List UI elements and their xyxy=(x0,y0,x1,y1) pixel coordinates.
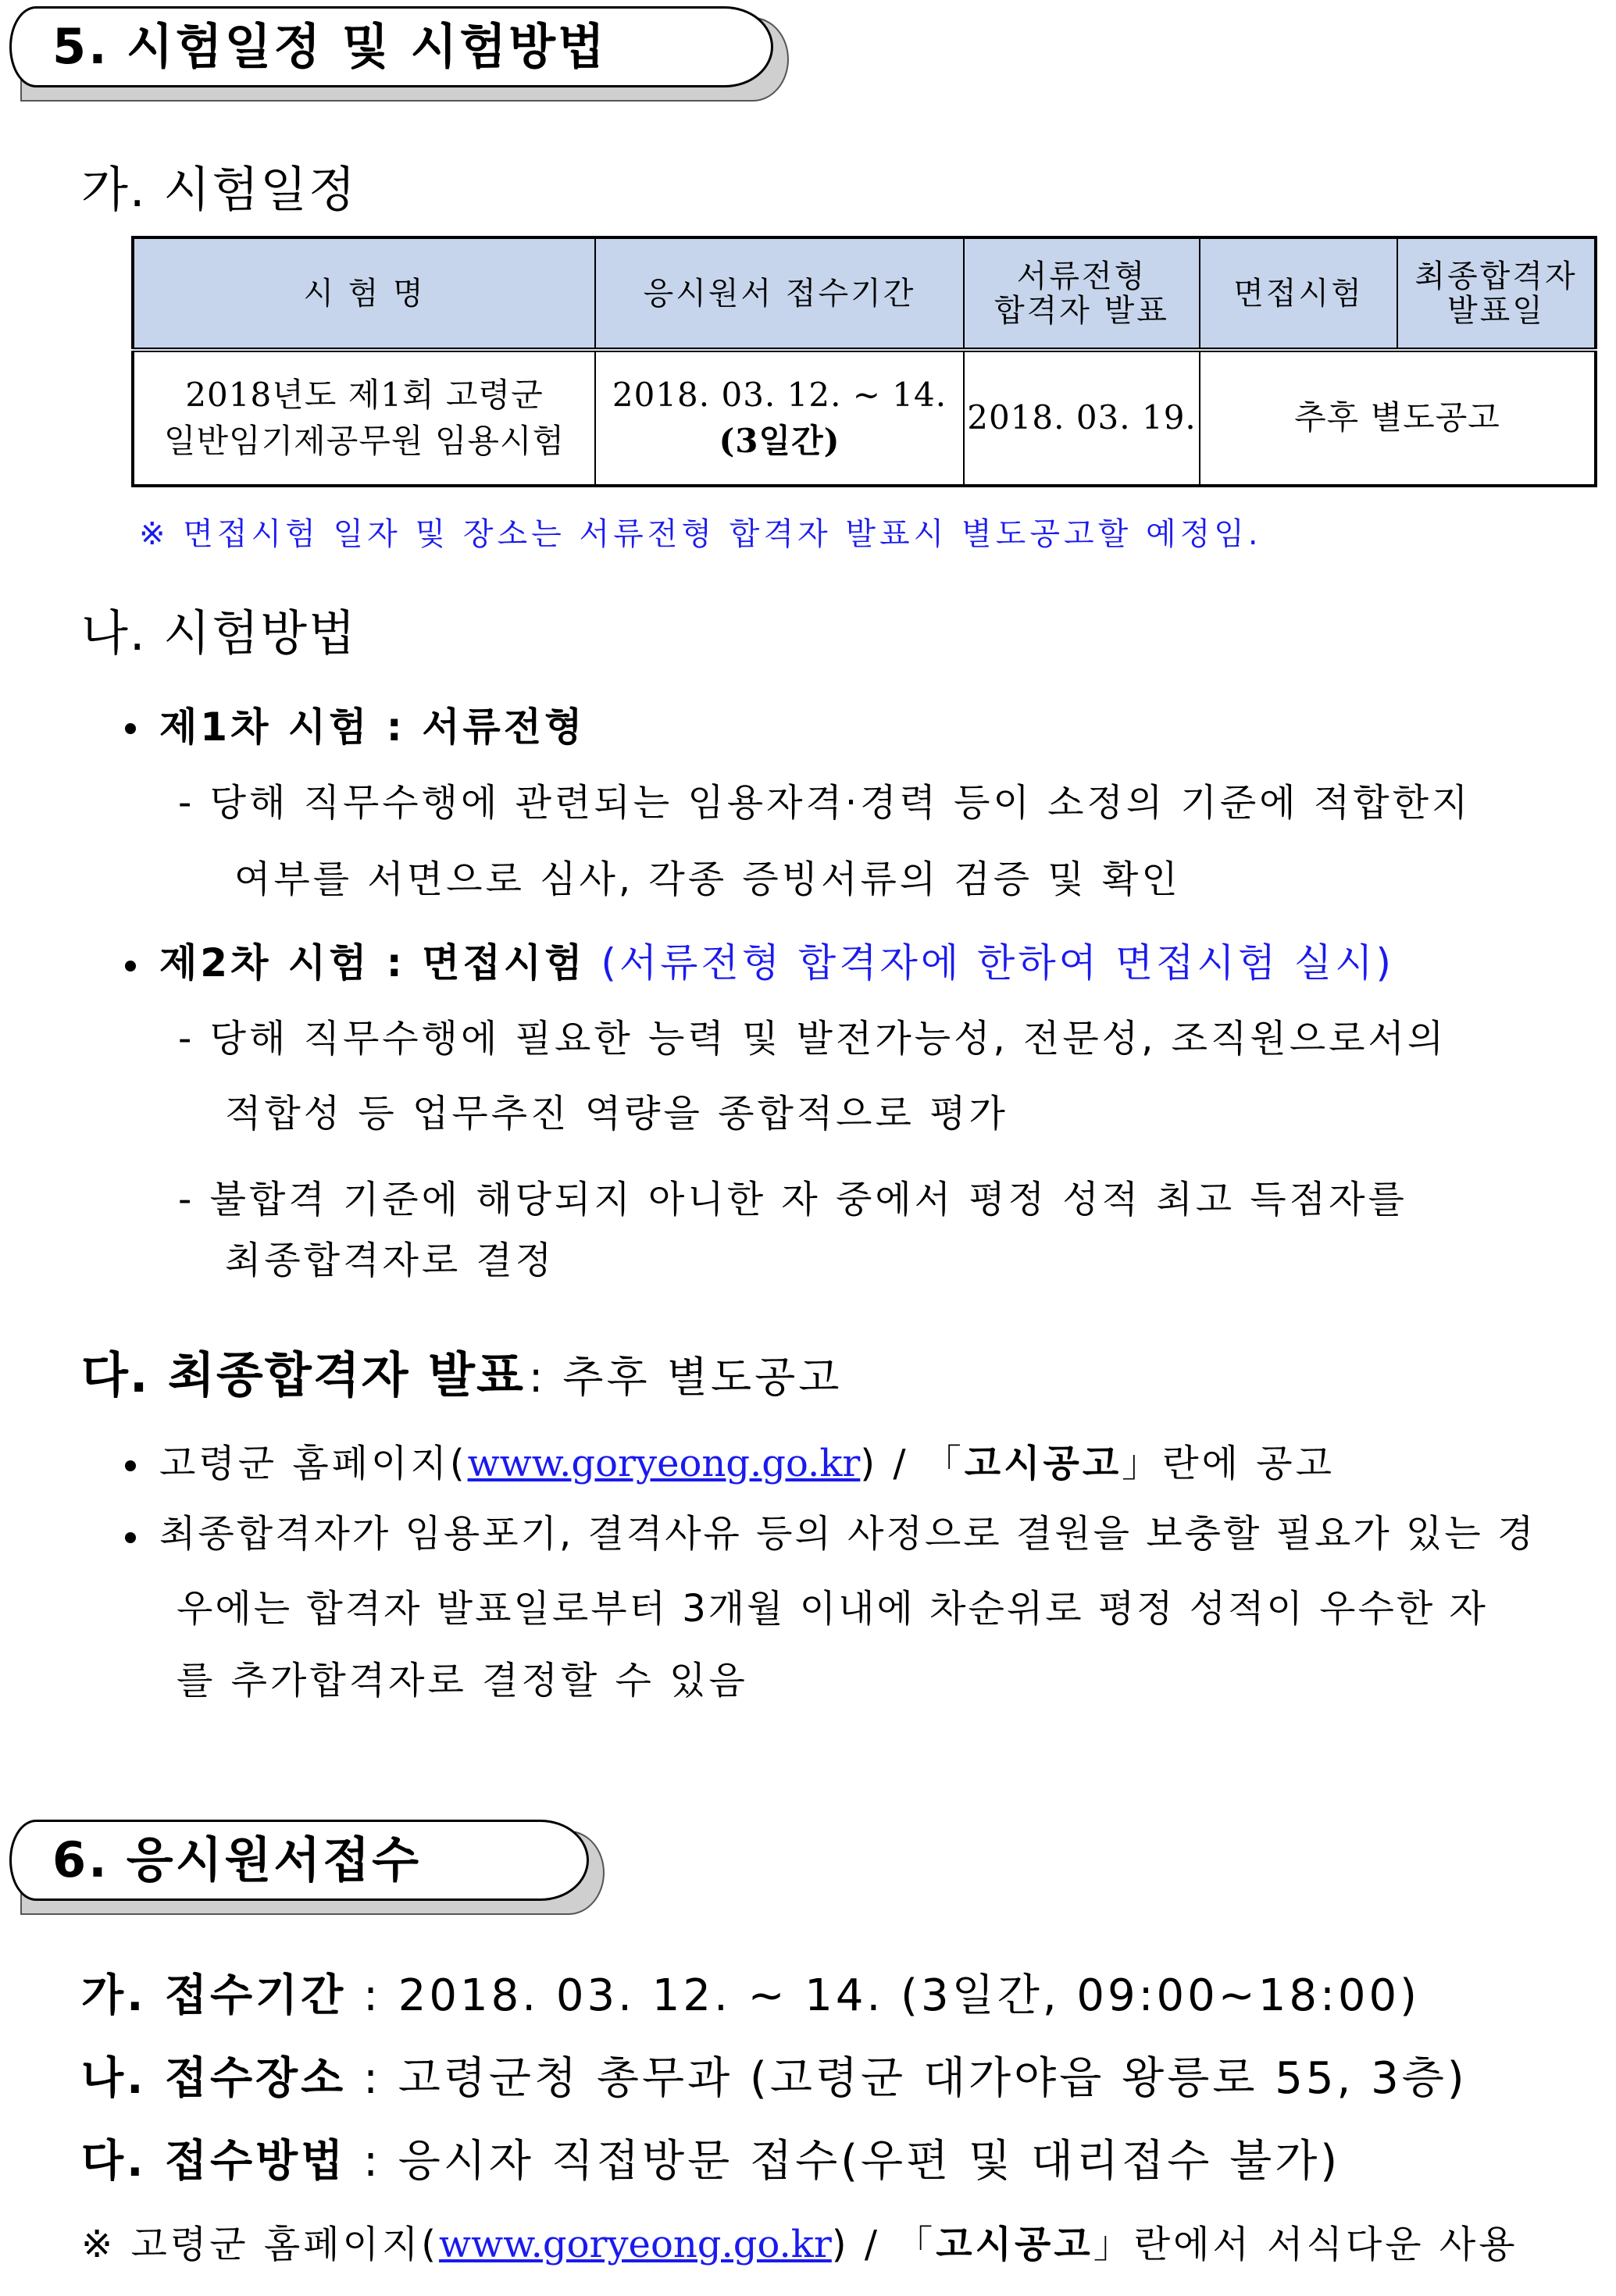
header-document-result: 서류전형 합격자 발표 xyxy=(964,237,1200,350)
section5-na-heading: 나. 시험방법 xyxy=(81,604,357,661)
bullet-round2 xyxy=(125,961,136,972)
da-bullet1: 고령군 홈페이지(www.goryeong.go.kr) / 「고시공고」란에 공고 xyxy=(159,1442,1335,1485)
section5-banner xyxy=(9,6,773,87)
section6-note: ※ 고령군 홈페이지(www.goryeong.go.kr) / 「고시공고」란에서 서식다운 사용 xyxy=(81,2223,1518,2266)
round2-label-note: (서류전형 합격자에 한하여 면접시험 실시) xyxy=(601,940,1395,986)
homepage-link[interactable]: www.goryeong.go.kr xyxy=(467,1442,861,1485)
bullet-da-1 xyxy=(125,1460,136,1471)
homepage-link-2[interactable]: www.goryeong.go.kr xyxy=(439,2223,832,2266)
section6-banner xyxy=(9,1820,589,1901)
section5-da-heading: 다. 최종합격자 발표 xyxy=(81,1346,525,1403)
round1-label: 제1차 시험 : 서류전형 xyxy=(159,704,586,750)
round2-label-row xyxy=(159,940,1395,986)
section6-da-label: 다. 접수방법 xyxy=(81,2136,347,2187)
section5-da-heading-value: : 추후 별도공고 xyxy=(528,1353,843,1402)
section6-da-value: : 응시자 직접방문 접수(우편 및 대리접수 불가) xyxy=(363,2136,1341,2187)
schedule-table-header-row xyxy=(133,237,1596,350)
round2-desc2-line1: - 불합격 기준에 해당되지 아니한 자 중에서 평정 성적 최고 득점자를 xyxy=(178,1178,1407,1221)
round2-label: 제2차 시험 : 면접시험 xyxy=(159,940,586,986)
header-interview: 면접시험 xyxy=(1200,237,1397,350)
section6-ga-row xyxy=(81,1970,1420,2021)
cell-document-result-date: 2018. 03. 19. xyxy=(964,350,1200,486)
schedule-table xyxy=(131,236,1597,487)
section6-ga-label: 가. 접수기간 xyxy=(81,1970,347,2021)
header-application-period: 응시원서 접수기간 xyxy=(595,237,964,350)
bullet-round1 xyxy=(125,723,136,734)
schedule-note: ※ 면접시험 일자 및 장소는 서류전형 합격자 발표시 별도공고할 예정임. xyxy=(139,516,1262,552)
round2-desc1-line2: 적합성 등 업무추진 역량을 종합적으로 평가 xyxy=(225,1092,1008,1136)
header-exam-name: 시 험 명 xyxy=(133,237,595,350)
cell-application-period: 2018. 03. 12. ~ 14. (3일간) xyxy=(595,350,964,486)
da-bullet2-line1: 최종합격자가 임용포기, 결격사유 등의 사정으로 결원을 보충할 필요가 있는 경 xyxy=(159,1512,1536,1556)
section5-ga-heading: 가. 시험일정 xyxy=(81,161,357,218)
section6-number: 6. xyxy=(52,1831,109,1888)
cell-exam-name: 2018년도 제1회 고령군 일반임기제공무원 임용시험 xyxy=(133,350,595,486)
section5-number: 5. xyxy=(52,18,109,75)
round2-desc1-line1: - 당해 직무수행에 필요한 능력 및 발전가능성, 전문성, 조직원으로서의 xyxy=(178,1017,1447,1061)
section6-na-label: 나. 접수장소 xyxy=(81,2053,347,2104)
section6-na-value: : 고령군청 총무과 (고령군 대가야읍 왕릉로 55, 3층) xyxy=(363,2053,1468,2104)
header-final-announcement: 최종합격자 발표일 xyxy=(1397,237,1596,350)
round1-desc-line2: 여부를 서면으로 심사, 각종 증빙서류의 검증 및 확인 xyxy=(234,857,1181,901)
schedule-table-row xyxy=(133,350,1596,486)
da-bullet2-line3: 를 추가합격자로 결정할 수 있음 xyxy=(177,1659,748,1702)
section6-da-row xyxy=(81,2136,1341,2187)
cell-interview-final: 추후 별도공고 xyxy=(1200,350,1596,486)
round2-desc2-line2: 최종합격자로 결정 xyxy=(225,1239,555,1282)
round1-desc-line1: - 당해 직무수행에 관련되는 임용자격·경력 등이 소정의 기준에 적합한지 xyxy=(178,781,1472,825)
section6-ga-value: : 2018. 03. 12. ~ 14. (3일간, 09:00~18:00) xyxy=(363,1970,1420,2021)
section5-title: 시험일정 및 시험방법 xyxy=(126,18,607,75)
bullet-da-2 xyxy=(125,1532,136,1543)
section6-na-row xyxy=(81,2053,1468,2104)
section5-da-heading-row xyxy=(81,1346,843,1403)
section6-title: 응시원서접수 xyxy=(126,1831,422,1888)
da-bullet2-line2: 우에는 합격자 발표일로부터 3개월 이내에 차순위로 평정 성적이 우수한 자 xyxy=(177,1587,1488,1631)
